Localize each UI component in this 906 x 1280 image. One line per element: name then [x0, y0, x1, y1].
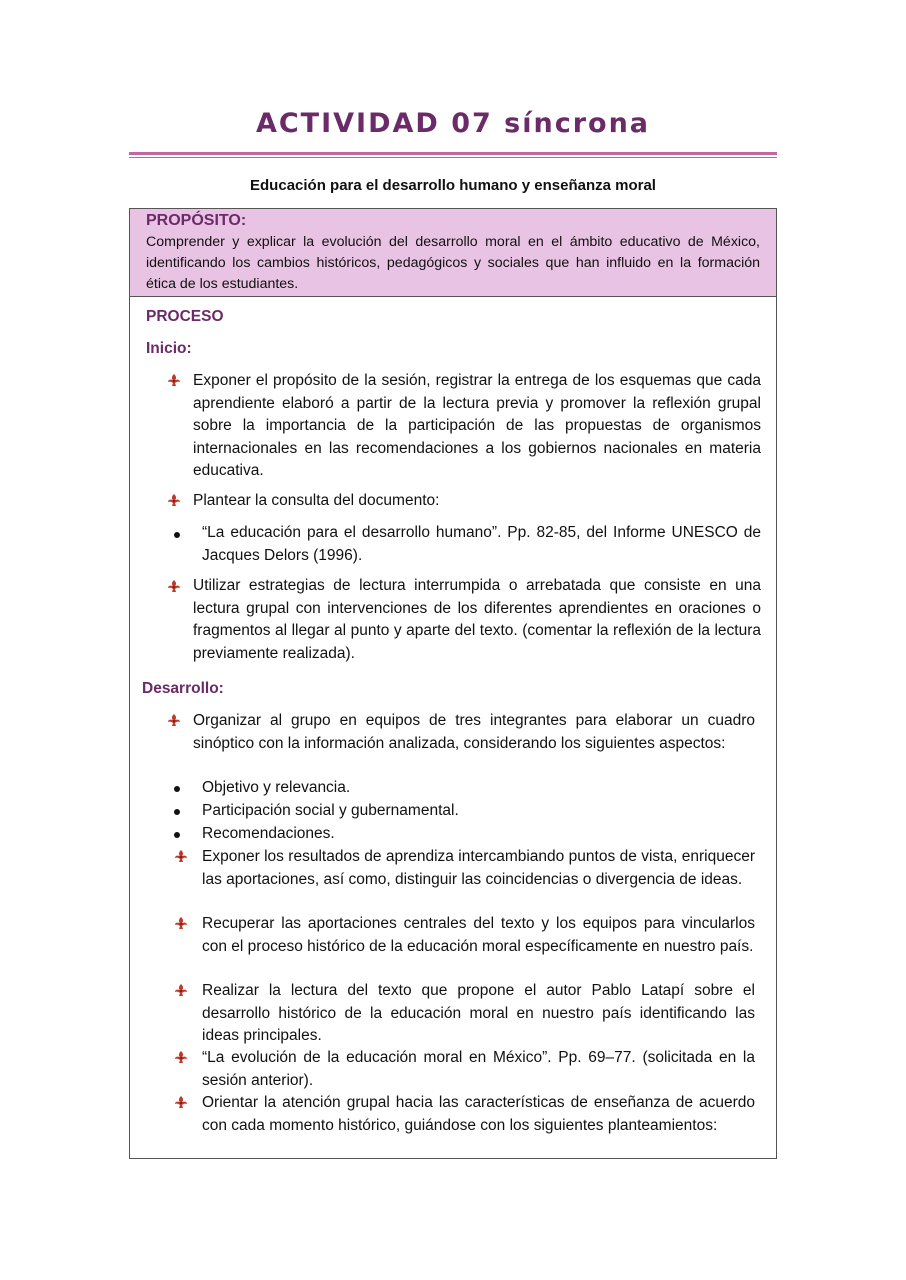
desarrollo-heading: Desarrollo: [142, 680, 224, 697]
title-rule-thin [129, 157, 777, 158]
fleur-bullet-icon [167, 373, 181, 387]
document-title: ACTIVIDAD 07 síncrona [255, 108, 651, 139]
disc-bullet-icon [174, 786, 180, 792]
fleur-bullet-icon [167, 713, 181, 727]
document-subtitle: Educación para el desarrollo humano y enseñanza moral [250, 177, 656, 194]
list-item: Realizar la lectura del texto que propone el autor Pablo Latapí sobre el desarrollo histórico de la educación moral en nuestro país identificando las ideas principales. [202, 982, 755, 1044]
list-item: “La evolución de la educación moral en México”. Pp. 69–77. (solicitada en la sesión anterior). [202, 1049, 755, 1089]
list-item: Objetivo y relevancia. [202, 779, 351, 796]
list-item: Plantear la consulta del documento: [193, 492, 440, 509]
list-item: Participación social y gubernamental. [202, 802, 459, 819]
purpose-heading: PROPÓSITO: [146, 212, 247, 229]
list-item: Exponer los resultados de aprendiza intercambiando puntos de vista, enriquecer las aportaciones, así como, distinguir las coincidencias o divergencia de ideas. [202, 848, 755, 888]
list-item: Recomendaciones. [202, 825, 335, 842]
disc-bullet-icon [174, 832, 180, 838]
list-item: “La educación para el desarrollo humano”. Pp. 82-85, del Informe UNESCO de Jacques Delors (1996). [202, 524, 761, 564]
purpose-panel [130, 209, 776, 297]
disc-bullet-icon [174, 532, 180, 538]
activity-box [129, 208, 777, 1159]
list-item: Recuperar las aportaciones centrales del texto y los equipos para vincularlos con el proceso histórico de la educación moral específicamente en nuestro país. [202, 915, 755, 955]
fleur-bullet-icon [174, 1095, 188, 1109]
list-item: Orientar la atención grupal hacia las características de enseñanza de acuerdo con cada momento histórico, guiándose con los siguientes planteamientos: [202, 1094, 755, 1134]
disc-bullet-icon [174, 809, 180, 815]
list-item: Exponer el propósito de la sesión, registrar la entrega de los esquemas que cada aprendiente elaboró a partir de la lectura previa y promover la reflexión grupal sobre la importancia de la participación de las propuestas de organismos internacionales en las recomendaciones a los gobiernos nacionales en materia educativa. [193, 372, 761, 479]
process-heading: PROCESO [146, 308, 224, 325]
fleur-bullet-icon [174, 983, 188, 997]
list-item: Organizar al grupo en equipos de tres integrantes para elaborar un cuadro sinóptico con la información analizada, considerando los siguientes aspectos: [193, 712, 755, 752]
fleur-bullet-icon [174, 1050, 188, 1064]
fleur-bullet-icon [167, 579, 181, 593]
fleur-bullet-icon [174, 849, 188, 863]
purpose-text: Comprender y explicar la evolución del desarrollo moral en el ámbito educativo de México, identificando los cambios históricos, pedagógicos y sociales que han influido en la formación ética de los estudiantes. [146, 234, 760, 292]
fleur-bullet-icon [174, 916, 188, 930]
list-item: Utilizar estrategias de lectura interrumpida o arrebatada que consiste en una lectura grupal con intervenciones de los diferentes aprendientes en oraciones o fragmentos al llegar al punto y aparte del texto. (comentar la reflexión de la lectura previamente realizada). [193, 577, 761, 662]
title-rule [129, 152, 777, 155]
inicio-heading: Inicio: [146, 340, 192, 357]
fleur-bullet-icon [167, 493, 181, 507]
